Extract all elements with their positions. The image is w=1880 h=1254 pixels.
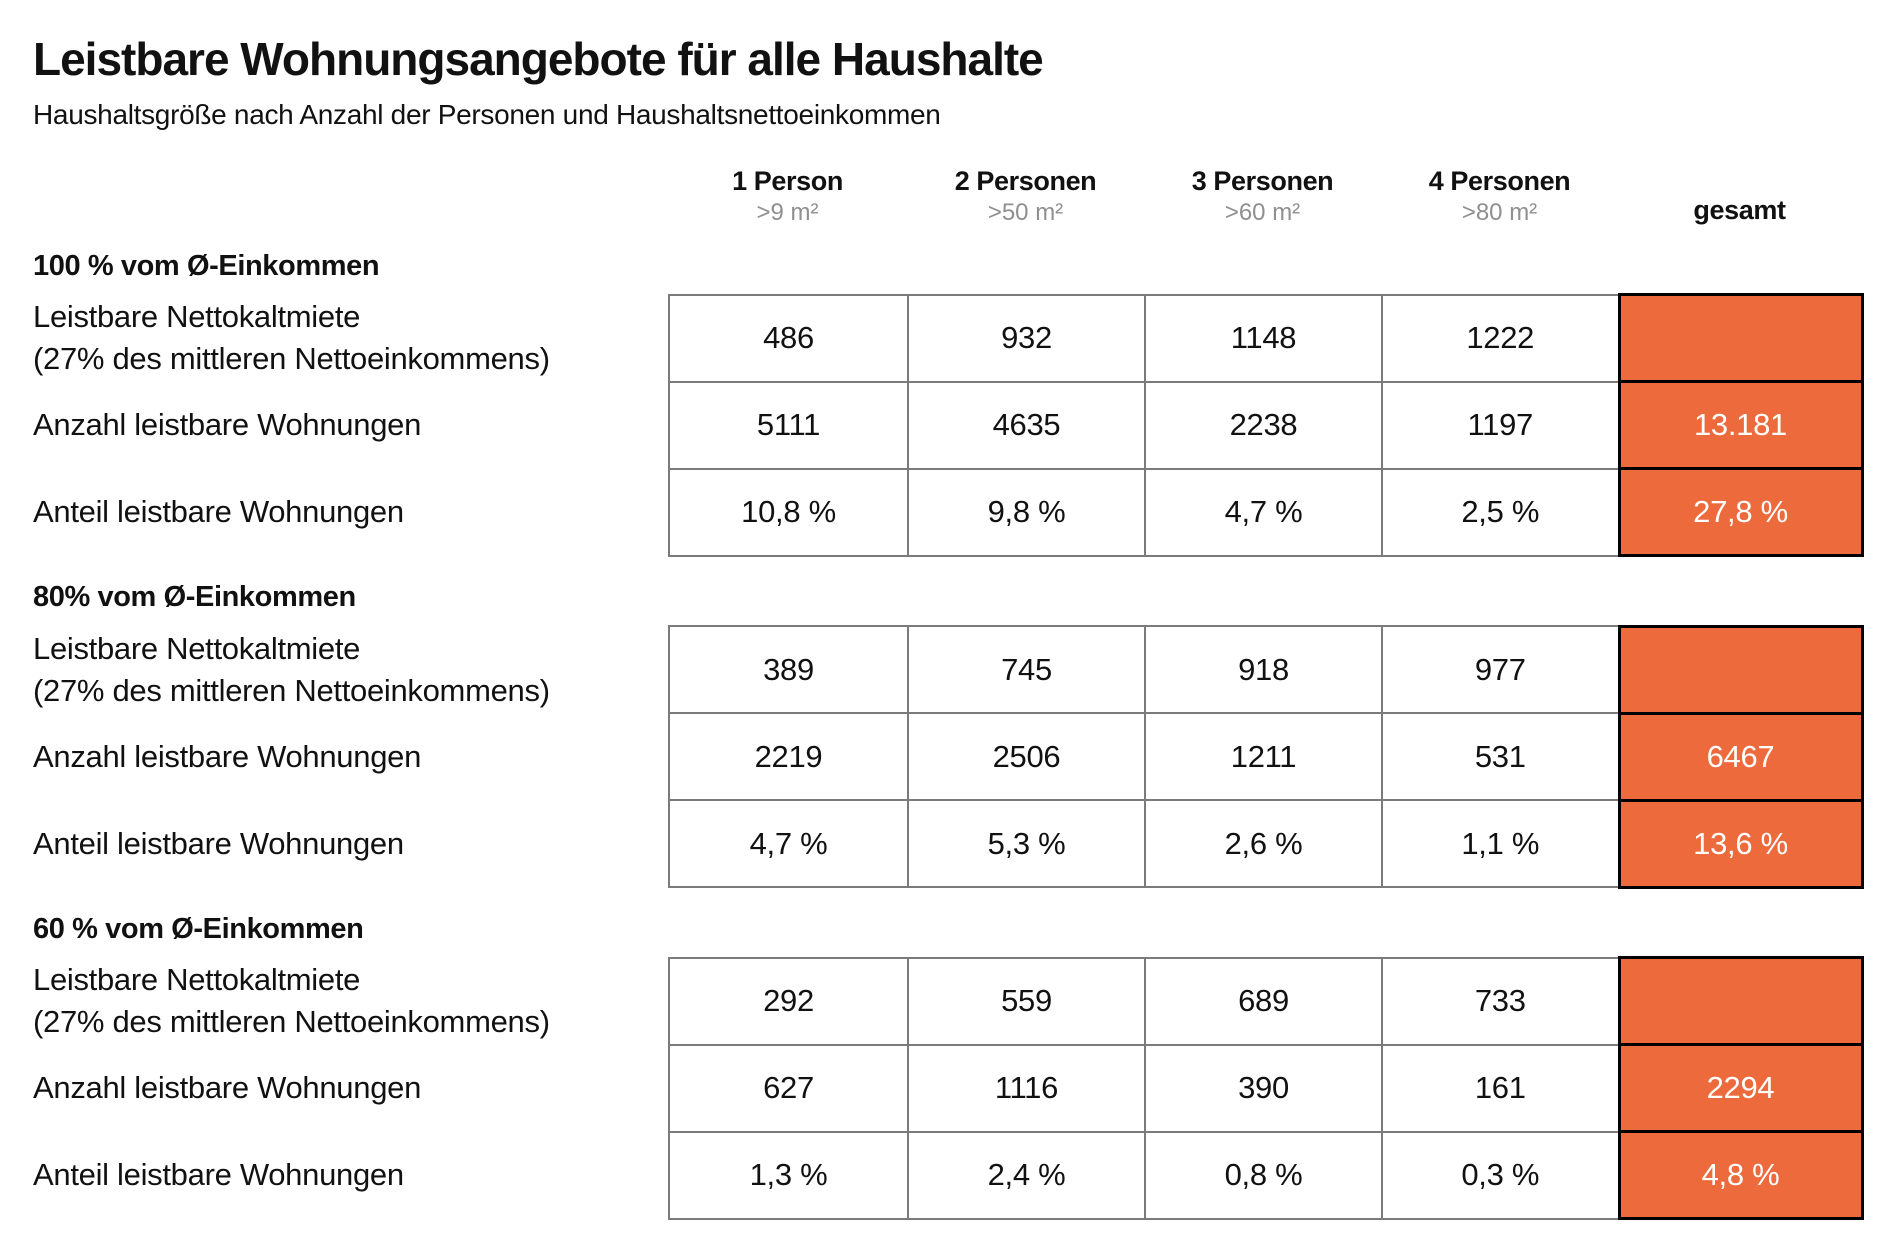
column-label: 2 Personen xyxy=(954,165,1097,196)
total-cell: 13.181 xyxy=(1619,382,1862,469)
table-row xyxy=(33,1132,1862,1219)
column-label: 3 Personen xyxy=(1191,165,1334,196)
row-label-line1: Anteil leistbare Wohnungen xyxy=(33,825,404,861)
table-row xyxy=(33,469,1862,556)
value-cell: 1222 xyxy=(1382,295,1619,382)
value-cell: 1,1 % xyxy=(1382,800,1619,887)
row-label-line1: Leistbare Nettokaltmiete xyxy=(33,299,361,335)
row-label-line1: Leistbare Nettokaltmiete xyxy=(33,962,361,998)
value-cell: 2506 xyxy=(908,713,1145,800)
value-cell: 531 xyxy=(1382,713,1619,800)
table-row xyxy=(33,958,1862,1045)
row-label-line2: (27% des mittleren Nettoeinkommens) xyxy=(33,672,550,708)
column-header-row xyxy=(33,165,1880,228)
column-header-3-personen xyxy=(1144,165,1381,228)
column-size: >80 m² xyxy=(1461,199,1538,227)
value-cell: 1116 xyxy=(908,1045,1145,1132)
total-cell xyxy=(1619,958,1862,1045)
value-cell: 918 xyxy=(1145,626,1382,713)
total-cell: 27,8 % xyxy=(1619,469,1862,556)
table-row xyxy=(33,800,1862,887)
value-cell: 390 xyxy=(1145,1045,1382,1132)
row-label-anteil xyxy=(33,1132,669,1219)
row-label-anzahl xyxy=(33,1045,669,1132)
value-cell: 689 xyxy=(1145,958,1382,1045)
section-heading-80-percent: 80% vom Ø-Einkommen xyxy=(33,581,356,614)
value-cell: 1148 xyxy=(1145,295,1382,382)
row-label-line1: Anteil leistbare Wohnungen xyxy=(33,1157,404,1193)
table-100-percent xyxy=(33,293,1864,557)
value-cell: 2,4 % xyxy=(908,1132,1145,1219)
row-label-line2: (27% des mittleren Nettoeinkommens) xyxy=(33,1004,550,1039)
column-header-2-personen xyxy=(907,165,1144,228)
row-label-anteil xyxy=(33,469,669,556)
column-size: >9 m² xyxy=(756,199,819,227)
column-label: 4 Personen xyxy=(1428,165,1571,196)
value-cell: 389 xyxy=(669,626,908,713)
table-row xyxy=(33,295,1862,382)
row-label-line2: (27% des mittleren Nettoeinkommens) xyxy=(33,341,550,377)
column-label: 1 Person xyxy=(732,165,843,196)
value-cell: 977 xyxy=(1382,626,1619,713)
value-cell: 745 xyxy=(908,626,1145,713)
total-cell: 13,6 % xyxy=(1619,800,1862,887)
value-cell: 1,3 % xyxy=(669,1132,908,1219)
row-label-anzahl xyxy=(33,713,669,800)
table-80-percent xyxy=(33,625,1864,889)
page-title: Leistbare Wohnungsangebote für alle Haushalte xyxy=(33,33,1043,85)
column-size: >50 m² xyxy=(987,199,1064,227)
row-label-nettokaltmiete xyxy=(33,958,669,1045)
value-cell: 4635 xyxy=(908,382,1145,469)
page-subtitle: Haushaltsgröße nach Anzahl der Personen und Haushaltsnettoeinkommen xyxy=(33,98,941,130)
row-label-line1: Anzahl leistbare Wohnungen xyxy=(33,738,422,774)
table-row xyxy=(33,382,1862,469)
column-size: >60 m² xyxy=(1224,199,1301,227)
row-label-line1: Anzahl leistbare Wohnungen xyxy=(33,407,422,443)
value-cell: 0,8 % xyxy=(1145,1132,1382,1219)
value-cell: 10,8 % xyxy=(669,469,908,556)
value-cell: 1211 xyxy=(1145,713,1382,800)
section-heading-60-percent: 60 % vom Ø-Einkommen xyxy=(33,912,364,945)
value-cell: 4,7 % xyxy=(1145,469,1382,556)
value-cell: 2219 xyxy=(669,713,908,800)
value-cell: 2,6 % xyxy=(1145,800,1382,887)
value-cell: 2238 xyxy=(1145,382,1382,469)
value-cell: 9,8 % xyxy=(908,469,1145,556)
row-label-line1: Anzahl leistbare Wohnungen xyxy=(33,1070,422,1106)
column-header-1-person xyxy=(668,165,907,228)
value-cell: 1197 xyxy=(1382,382,1619,469)
table-60-percent xyxy=(33,956,1864,1220)
value-cell: 0,3 % xyxy=(1382,1132,1619,1219)
value-cell: 5,3 % xyxy=(908,800,1145,887)
column-header-4-personen xyxy=(1381,165,1618,228)
row-label-line1: Anteil leistbare Wohnungen xyxy=(33,494,404,530)
row-label-nettokaltmiete xyxy=(33,295,669,382)
column-label: gesamt xyxy=(1693,194,1786,225)
section-heading-100-percent: 100 % vom Ø-Einkommen xyxy=(33,249,380,282)
total-cell xyxy=(1619,295,1862,382)
total-cell: 4,8 % xyxy=(1619,1132,1862,1219)
row-label-nettokaltmiete xyxy=(33,626,669,713)
table-row xyxy=(33,626,1862,713)
row-label-anteil xyxy=(33,800,669,887)
value-cell: 2,5 % xyxy=(1382,469,1619,556)
table-row xyxy=(33,1045,1862,1132)
value-cell: 627 xyxy=(669,1045,908,1132)
value-cell: 932 xyxy=(908,295,1145,382)
value-cell: 486 xyxy=(669,295,908,382)
value-cell: 733 xyxy=(1382,958,1619,1045)
row-label-line1: Leistbare Nettokaltmiete xyxy=(33,630,361,666)
column-header-gesamt xyxy=(1618,194,1861,228)
value-cell: 161 xyxy=(1382,1045,1619,1132)
row-label-anzahl xyxy=(33,382,669,469)
total-cell: 2294 xyxy=(1619,1045,1862,1132)
value-cell: 4,7 % xyxy=(669,800,908,887)
value-cell: 5111 xyxy=(669,382,908,469)
total-cell: 6467 xyxy=(1619,713,1862,800)
total-cell xyxy=(1619,626,1862,713)
value-cell: 559 xyxy=(908,958,1145,1045)
table-row xyxy=(33,713,1862,800)
value-cell: 292 xyxy=(669,958,908,1045)
